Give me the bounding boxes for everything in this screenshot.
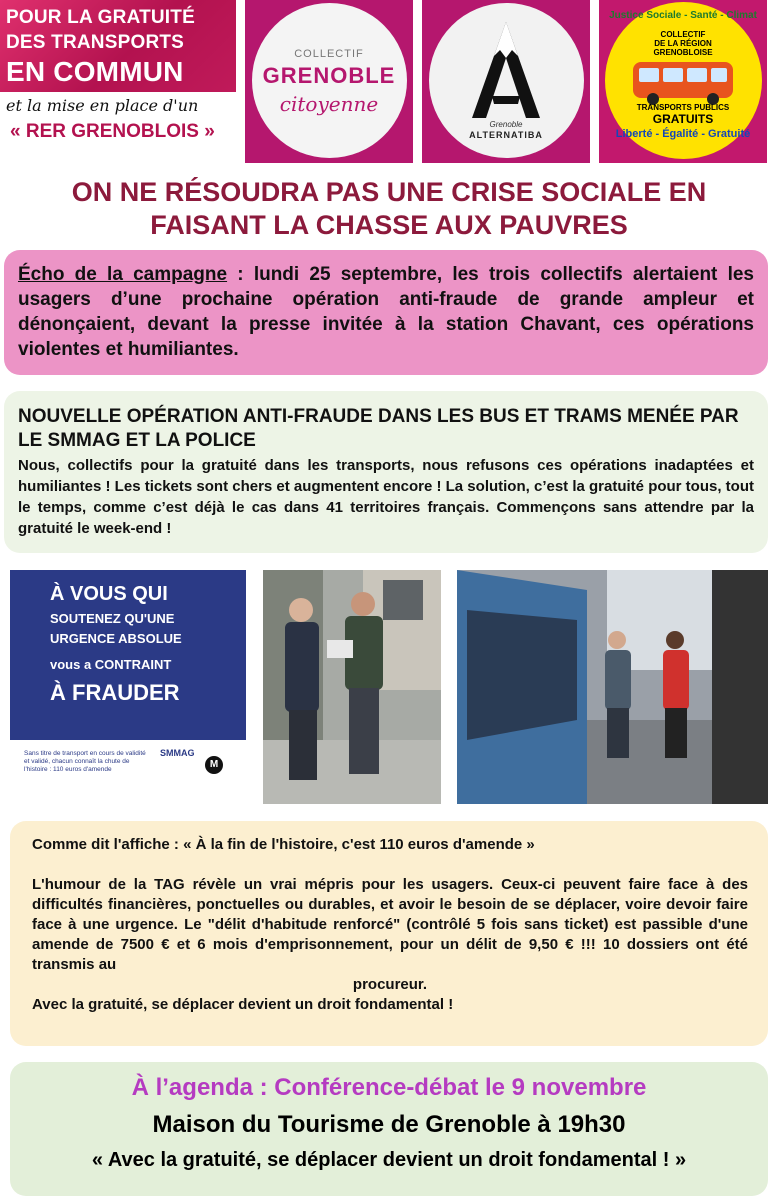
- echo-label: Écho de la campagne: [18, 264, 228, 285]
- logo4-arc-top: Justice Sociale - Santé - Climat: [609, 10, 757, 21]
- poster-line5: À FRAUDER: [50, 680, 180, 705]
- logo2-small: COLLECTIF: [294, 48, 364, 60]
- logo1-line2: DES TRANSPORTS: [6, 32, 185, 53]
- agenda-quote: « Avec la gratuité, se déplacer devient un droit fondamental ! »: [91, 1149, 687, 1171]
- logo-transports-publics-gratuits: [599, 0, 767, 163]
- logo4-collectif-line1: COLLECTIF: [660, 30, 706, 39]
- logo1-line4: et la mise en place d'un: [6, 96, 199, 115]
- agenda-box: [10, 1062, 768, 1196]
- poster-line4: vous a CONTRAINT: [50, 657, 172, 672]
- commentary-body-end: procureur.: [352, 976, 428, 993]
- poster-line1: À VOUS QUI: [50, 583, 168, 605]
- logo1-line5: « RER GRENOBLOIS »: [10, 121, 215, 142]
- logo4-collectif-line2: DE LA RÉGION: [654, 39, 712, 48]
- photos-row: [0, 570, 778, 806]
- logos-row: [0, 0, 778, 165]
- poster-fine-print: Sans titre de transport en cours de validité et validé, chacun connaît la chute de l'histoire : 110 euros d'amende: [24, 750, 146, 773]
- echo-paragraph: [18, 262, 754, 362]
- logo4-collectif-line3: GRENOBLOISE: [653, 48, 713, 57]
- headline-line1: ON NE RÉSOUDRA PAS UNE CRISE SOCIALE EN: [71, 177, 707, 207]
- logo4-arc-bottom: Liberté - Égalité - Gratuité: [615, 128, 751, 140]
- headline-line2: FAISANT LA CHASSE AUX PAUVRES: [150, 210, 628, 240]
- poster-smmag-logo: SMMAG: [160, 748, 195, 758]
- logo-alternatiba: [422, 0, 590, 163]
- photo-tram-illustration: [457, 570, 768, 804]
- logo1-line1: POUR LA GRATUITÉ: [6, 7, 195, 28]
- agenda-title: À l’agenda : Conférence-débat le 9 novembre: [131, 1074, 647, 1101]
- poster-line2: SOUTENEZ QU'UNE: [50, 611, 175, 626]
- operation-title: NOUVELLE OPÉRATION ANTI-FRAUDE DANS LES BUS ET TRAMS MENÉE PAR LE SMMAG ET LA POLICE: [18, 406, 739, 451]
- commentary-quote: Comme dit l'affiche : « À la fin de l'histoire, c'est 110 euros d'amende »: [32, 836, 535, 853]
- echo-text: : lundi 25 septembre, les trois collectifs alertaient les usagers d’une prochaine opération anti-fraude de grande ampleur et dénonçaient, devant la presse invitée à la station Chavant, ces opérations violentes et humiliantes.: [18, 264, 754, 360]
- commentary-box: [10, 821, 768, 1046]
- logo4-transports: TRANSPORTS PUBLICS: [636, 103, 730, 112]
- poster-line3: URGENCE ABSOLUE: [50, 631, 182, 646]
- poster-m-logo: M: [205, 756, 223, 774]
- logo2-big: GRENOBLE: [262, 63, 396, 88]
- commentary-spacer: [32, 855, 748, 875]
- operation-text: Nous, collectifs pour la gratuité dans les transports, nous refusons ces opérations inadaptées et humiliantes ! Les tickets sont chers et augmentent encore ! La solution, c’est la gratuité pour tous, tout le temps, comme c’est déjà le cas dans 41 territoires français. Commençons sans attendre par la gratuité le week-end !: [18, 457, 754, 537]
- logo1-line3: EN COMMUN: [6, 56, 184, 87]
- echo-campaign-box: [4, 250, 768, 375]
- agenda-place: Maison du Tourisme de Grenoble à 19h30: [152, 1111, 626, 1138]
- commentary-closing: Avec la gratuité, se déplacer devient un droit fondamental !: [32, 996, 454, 1013]
- logo3-big: ALTERNATIBA: [469, 130, 543, 140]
- logo2-script: citoyenne: [279, 92, 379, 116]
- operation-box: [4, 391, 768, 553]
- logo3-small: Grenoble: [489, 120, 523, 129]
- logo4-gratuits: GRATUITS: [652, 112, 714, 126]
- photo-two-men-illustration: [263, 570, 441, 804]
- headline: [0, 176, 778, 242]
- logo-gratuite-transports: [0, 0, 236, 163]
- logo-grenoble-citoyenne: [245, 0, 413, 163]
- photo-two-men-street: [263, 570, 441, 804]
- photo-tram-station: [457, 570, 768, 804]
- commentary-body: L'humour de la TAG révèle un vrai mépris pour les usagers. Ceux-ci peuvent faire face à des difficultés financières, ponctuelles ou durables, et avoir le besoin de se déplacer, voire devoir faire face à une urgence. Le "délit d'habitude renforcé" (contrôlé 5 fois sans ticket) est passible d'une amende de 7500 € et 6 mois d'emprisonnement, pour un délit de 9,50 € !!! 10 dossiers ont été transmis au: [32, 876, 748, 973]
- poster-image: [10, 570, 246, 804]
